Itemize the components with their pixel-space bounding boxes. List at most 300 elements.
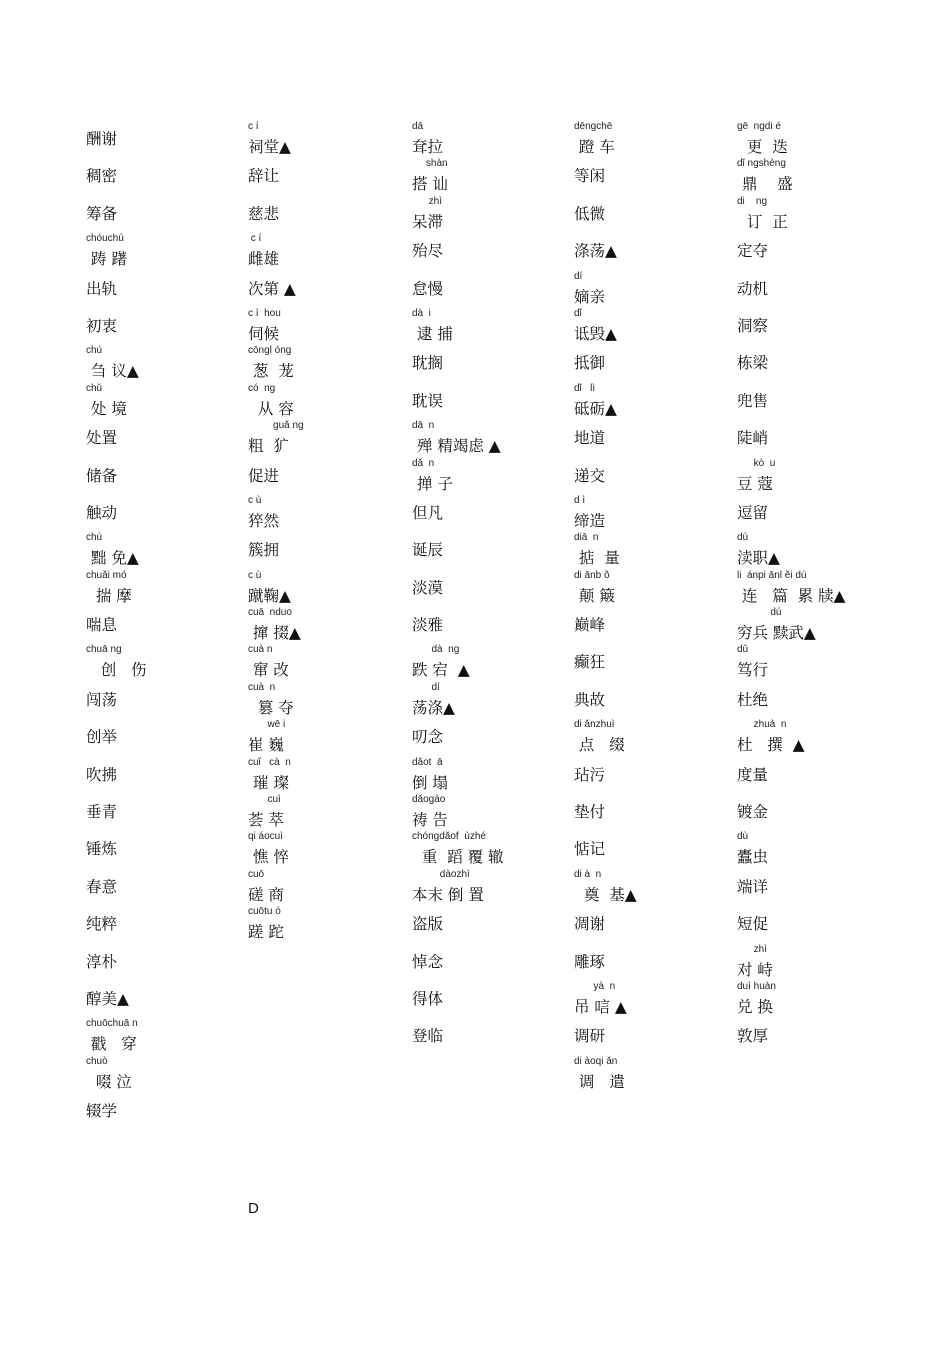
vocab-entry <box>248 569 408 606</box>
vocab-entry <box>574 232 734 269</box>
vocab-word: 辞让 <box>248 167 280 186</box>
vocab-entry <box>412 270 572 307</box>
vocab-entry <box>574 905 734 942</box>
vocab-word: 怠慢 <box>412 279 444 298</box>
vocab-entry <box>86 1092 246 1129</box>
vocab-entry <box>412 494 572 531</box>
vocab-word: 短促 <box>737 915 769 934</box>
vocab-word: 处 境 <box>86 399 127 418</box>
vocab-entry <box>574 868 734 905</box>
vocab-entry <box>86 943 246 980</box>
vocab-entry <box>86 195 246 232</box>
pinyin-annotation: zhì <box>737 943 768 955</box>
vocab-entry <box>412 382 572 419</box>
vocab-word: 垫付 <box>574 803 606 822</box>
vocab-entry <box>574 980 734 1017</box>
vocab-entry <box>737 606 897 643</box>
vocab-word: 锤炼 <box>86 840 118 859</box>
vocab-entry <box>248 494 408 531</box>
vocab-word: 黜 免▲ <box>86 549 139 568</box>
vocab-word: 纯粹 <box>86 915 118 934</box>
vocab-entry <box>86 606 246 643</box>
pinyin-annotation: di ǎnzhuì <box>574 719 615 731</box>
vocab-entry <box>574 195 734 232</box>
vocab-entry <box>737 643 897 680</box>
vocab-entry <box>574 382 734 419</box>
vocab-word: 递交 <box>574 466 606 485</box>
vocab-entry <box>574 569 734 606</box>
pinyin-annotation: dǐ lì <box>574 382 596 394</box>
vocab-entry <box>412 569 572 606</box>
vocab-entry <box>412 157 572 194</box>
vocab-entry <box>86 756 246 793</box>
vocab-entry <box>86 905 246 942</box>
vocab-word: 端详 <box>737 877 769 896</box>
vocab-entry <box>248 344 408 381</box>
vocab-word: 地道 <box>574 429 606 448</box>
vocab-word: 重 蹈 覆 辙 <box>412 848 504 867</box>
vocab-entry <box>248 793 408 830</box>
vocab-entry <box>737 681 897 718</box>
vocab-word: 诞辰 <box>412 541 444 560</box>
vocab-entry <box>574 120 734 157</box>
pinyin-annotation: c í <box>248 233 262 245</box>
vocab-entry <box>86 980 246 1017</box>
vocab-word: 但凡 <box>412 503 444 522</box>
pinyin-annotation: kò u <box>737 457 776 469</box>
vocab-word: 盗版 <box>412 915 444 934</box>
pinyin-annotation: dǎogào <box>412 794 446 806</box>
vocab-word: 逮 捕 <box>412 324 453 343</box>
vocab-word: 触动 <box>86 503 118 522</box>
vocab-word: 雕琢 <box>574 952 606 971</box>
vocab-word: 兜售 <box>737 391 769 410</box>
vocab-entry <box>574 419 734 456</box>
pinyin-annotation: zhuà n <box>737 719 787 731</box>
pinyin-annotation: chóuchú <box>86 233 124 245</box>
vocab-word: 诋毁▲ <box>574 324 617 343</box>
vocab-word: 陡峭 <box>737 429 769 448</box>
vocab-entry <box>86 232 246 269</box>
vocab-entry <box>248 157 408 194</box>
vocab-word: 杜 撰 ▲ <box>737 736 805 755</box>
vocab-entry <box>86 531 246 568</box>
pinyin-annotation: dǐ <box>574 307 582 319</box>
pinyin-annotation: dàozhì <box>412 868 470 880</box>
vocab-word: 踌 躇 <box>86 250 127 269</box>
vocab-word: 蹴鞠▲ <box>248 586 291 605</box>
pinyin-annotation: di ānb ǒ <box>574 569 610 581</box>
vocab-word: 刍 议▲ <box>86 362 139 381</box>
vocab-entry <box>737 943 897 980</box>
vocab-entry <box>737 457 897 494</box>
vocab-entry <box>737 419 897 456</box>
vocab-word: 穷兵 黩武▲ <box>737 624 816 643</box>
vocab-entry <box>86 307 246 344</box>
word-column-2 <box>248 120 408 980</box>
vocab-entry <box>412 905 572 942</box>
pinyin-annotation: dí <box>574 270 583 282</box>
pinyin-annotation: chuōchuā n <box>86 1018 138 1030</box>
vocab-word: 伺候 <box>248 324 280 343</box>
pinyin-annotation: cuǐ cà n <box>248 756 291 768</box>
vocab-entry <box>248 419 408 456</box>
pinyin-annotation: dǔ <box>737 644 749 656</box>
vocab-entry <box>248 868 408 905</box>
vocab-word: 淡雅 <box>412 616 444 635</box>
vocab-word: 嫡亲 <box>574 287 606 306</box>
vocab-entry <box>86 457 246 494</box>
vocab-entry <box>248 195 408 232</box>
vocab-word: 促进 <box>248 466 280 485</box>
vocab-word: 更 迭 <box>737 138 788 156</box>
vocab-word: 春意 <box>86 877 118 896</box>
vocab-word: 啜 泣 <box>86 1072 132 1091</box>
vocab-entry <box>412 531 572 568</box>
vocab-word: 砥砺▲ <box>574 399 617 418</box>
vocab-word: 笃行 <box>737 661 769 680</box>
vocab-entry <box>737 307 897 344</box>
vocab-entry <box>86 793 246 830</box>
pinyin-annotation: dā n <box>412 420 435 432</box>
vocab-word: 粗 犷 <box>248 437 289 456</box>
pinyin-annotation: dā <box>412 121 424 132</box>
vocab-word: 醇美▲ <box>86 989 129 1008</box>
pinyin-annotation: cuā nduo <box>248 607 292 619</box>
pinyin-annotation: li ánpi ānl ěi dú <box>737 569 807 581</box>
vocab-entry <box>412 718 572 755</box>
vocab-word: 殚 精竭虑 ▲ <box>412 437 501 456</box>
vocab-entry <box>248 943 408 980</box>
vocab-entry <box>86 270 246 307</box>
vocab-entry <box>248 643 408 680</box>
vocab-word: 动机 <box>737 279 769 298</box>
vocab-word: 调 遣 <box>574 1072 625 1091</box>
vocab-entry <box>86 868 246 905</box>
vocab-entry <box>412 980 572 1017</box>
vocab-word: 蹬 车 <box>574 138 615 156</box>
word-column-4 <box>574 120 734 1092</box>
vocab-entry <box>737 157 897 194</box>
word-column-5 <box>737 120 897 1055</box>
vocab-word: 淳朴 <box>86 952 118 971</box>
vocab-word: 创 伤 <box>86 661 147 680</box>
vocab-word: 蹉 跎 <box>248 923 284 942</box>
vocab-entry <box>737 1017 897 1054</box>
vocab-entry <box>737 120 897 157</box>
pinyin-annotation: cuō <box>248 868 265 880</box>
vocab-word: 蠹虫 <box>737 848 769 867</box>
vocab-word: 喘息 <box>86 616 118 635</box>
pinyin-annotation: chuǎi mó <box>86 569 127 581</box>
vocab-word: 窜 改 <box>248 661 289 680</box>
vocab-word: 敦厚 <box>737 1027 769 1046</box>
vocab-entry <box>574 643 734 680</box>
vocab-word: 缔造 <box>574 511 606 530</box>
vocab-word: 典故 <box>574 690 606 709</box>
vocab-entry <box>737 195 897 232</box>
vocab-entry <box>737 382 897 419</box>
vocab-entry <box>574 718 734 755</box>
vocab-word: 慈悲 <box>248 204 280 223</box>
vocab-entry <box>248 531 408 568</box>
pinyin-annotation: diā n <box>574 532 599 544</box>
vocab-word: 鼎 盛 <box>737 175 793 194</box>
vocab-entry <box>574 756 734 793</box>
vocab-word: 淡漠 <box>412 578 444 597</box>
vocab-word: 叨念 <box>412 728 444 747</box>
vocab-entry <box>86 120 246 157</box>
vocab-word: 处置 <box>86 429 118 448</box>
pinyin-annotation: cuà n <box>248 681 276 693</box>
vocab-word: 巅峰 <box>574 616 606 635</box>
section-letter: D <box>248 1200 259 1217</box>
pinyin-annotation: gē ngdi é <box>737 121 781 132</box>
vocab-entry <box>86 718 246 755</box>
vocab-word: 订 正 <box>737 212 788 231</box>
vocab-entry <box>574 681 734 718</box>
vocab-entry <box>248 382 408 419</box>
vocab-entry <box>412 344 572 381</box>
pinyin-annotation: c í <box>248 121 259 132</box>
pinyin-annotation: wē i <box>248 719 286 731</box>
vocab-word: 祠堂▲ <box>248 138 291 156</box>
vocab-word: 雌雄 <box>248 250 280 269</box>
vocab-word: 葱 茏 <box>248 362 294 381</box>
vocab-entry <box>248 830 408 867</box>
vocab-entry <box>737 718 897 755</box>
vocab-entry <box>248 681 408 718</box>
word-column-3 <box>412 120 572 1055</box>
vocab-word: 调研 <box>574 1027 606 1046</box>
vocab-word: 辍学 <box>86 1102 118 1121</box>
vocab-word: 撺 掇▲ <box>248 624 301 643</box>
vocab-entry <box>412 868 572 905</box>
vocab-word: 逗留 <box>737 503 769 522</box>
pinyin-annotation: chǔ <box>86 382 103 394</box>
vocab-entry <box>248 457 408 494</box>
vocab-word: 度量 <box>737 765 769 784</box>
vocab-word: 点 缀 <box>574 736 625 755</box>
pinyin-annotation: có ng <box>248 382 276 394</box>
vocab-entry <box>86 344 246 381</box>
vocab-word: 揣 摩 <box>86 586 132 605</box>
vocab-word: 倒 塌 <box>412 773 448 792</box>
pinyin-annotation: di àoqi ǎn <box>574 1055 618 1067</box>
vocab-word: 储备 <box>86 466 118 485</box>
vocab-word: 吹拂 <box>86 765 118 784</box>
vocab-word: 低微 <box>574 204 606 223</box>
vocab-word: 掸 子 <box>412 474 453 493</box>
vocab-word: 杜绝 <box>737 690 769 709</box>
vocab-entry <box>737 270 897 307</box>
vocab-word: 吊 唁 ▲ <box>574 997 627 1016</box>
vocab-entry <box>737 756 897 793</box>
vocab-entry <box>737 868 897 905</box>
vocab-word: 荟 萃 <box>248 811 284 830</box>
pinyin-annotation: chuā ng <box>86 644 122 656</box>
vocab-word: 憔 悴 <box>248 848 289 867</box>
vocab-entry <box>412 195 572 232</box>
vocab-entry <box>248 270 408 307</box>
vocab-entry <box>574 157 734 194</box>
vocab-entry <box>86 830 246 867</box>
vocab-entry <box>737 980 897 1017</box>
vocab-entry <box>574 1055 734 1092</box>
vocab-word: 抵御 <box>574 354 606 373</box>
vocab-word: 本末 倒 置 <box>412 885 484 904</box>
vocab-entry <box>412 307 572 344</box>
vocab-word: 崔 巍 <box>248 736 284 755</box>
vocab-word: 镀金 <box>737 803 769 822</box>
vocab-entry <box>248 232 408 269</box>
vocab-entry <box>412 419 572 456</box>
vocab-entry <box>737 830 897 867</box>
pinyin-annotation: di ng <box>737 195 768 207</box>
pinyin-annotation: dú <box>737 532 749 544</box>
vocab-entry <box>86 494 246 531</box>
pinyin-annotation: dú <box>737 607 782 619</box>
vocab-entry <box>574 1017 734 1054</box>
vocab-word: 栋梁 <box>737 354 769 373</box>
pinyin-annotation: chuò <box>86 1055 108 1067</box>
vocab-word: 奠 基▲ <box>574 885 637 904</box>
vocab-entry <box>574 830 734 867</box>
pinyin-annotation: di à n <box>574 868 602 880</box>
vocab-word: 等闲 <box>574 167 606 186</box>
vocab-entry <box>574 307 734 344</box>
vocab-word: 登临 <box>412 1027 444 1046</box>
vocab-entry <box>737 494 897 531</box>
vocab-entry <box>412 1017 572 1054</box>
vocab-entry <box>574 270 734 307</box>
vocab-entry <box>574 494 734 531</box>
vocab-entry <box>412 681 572 718</box>
vocab-word: 垂青 <box>86 803 118 822</box>
vocab-word: 洞察 <box>737 316 769 335</box>
vocab-word: 从 容 <box>248 399 294 418</box>
vocab-word: 稠密 <box>86 167 118 186</box>
pinyin-annotation: cuōtu ó <box>248 906 281 918</box>
pinyin-annotation: dù <box>737 831 749 843</box>
vocab-word: 筹备 <box>86 204 118 223</box>
vocab-entry <box>248 606 408 643</box>
vocab-word: 创举 <box>86 728 118 747</box>
vocab-entry <box>248 756 408 793</box>
vocab-entry <box>737 569 897 606</box>
word-column-1 <box>86 120 246 1130</box>
pinyin-annotation: qi áocuì <box>248 831 284 843</box>
vocab-entry <box>574 344 734 381</box>
vocab-entry <box>86 157 246 194</box>
pinyin-annotation: shàn <box>412 158 448 170</box>
vocab-entry <box>412 232 572 269</box>
vocab-word: 呆滞 <box>412 212 444 231</box>
vocab-word: 簇拥 <box>248 541 280 560</box>
vocab-word: 闯荡 <box>86 690 118 709</box>
vocab-word: 得体 <box>412 989 444 1008</box>
pinyin-annotation: cuì <box>248 794 281 806</box>
vocab-word: 连 篇 累 牍▲ <box>737 586 846 605</box>
vocab-word: 豆 蔻 <box>737 474 773 493</box>
vocab-word: 耽搁 <box>412 354 444 373</box>
vocab-word: 耽误 <box>412 391 444 410</box>
vocab-entry <box>574 457 734 494</box>
vocab-word: 酬谢 <box>86 130 118 148</box>
pinyin-annotation: yà n <box>574 980 616 992</box>
pinyin-annotation: cuà n <box>248 644 273 656</box>
pinyin-annotation: duì huàn <box>737 980 776 992</box>
vocab-entry <box>574 531 734 568</box>
vocab-word: 次第 ▲ <box>248 279 296 298</box>
pinyin-annotation: dí <box>412 681 440 693</box>
vocab-entry <box>412 793 572 830</box>
pinyin-annotation: dǐ ngshèng <box>737 158 786 170</box>
vocab-entry <box>86 681 246 718</box>
pinyin-annotation: c ì hou <box>248 307 281 319</box>
vocab-word: 祷 告 <box>412 811 448 830</box>
vocab-entry <box>574 606 734 643</box>
pinyin-annotation: chú <box>86 345 103 357</box>
pinyin-annotation: chù <box>86 532 103 544</box>
vocab-word: 荡涤▲ <box>412 698 455 717</box>
vocab-entry <box>412 120 572 157</box>
vocab-word: 颠 簸 <box>574 586 615 605</box>
vocab-word: 跌 宕 ▲ <box>412 661 470 680</box>
pinyin-annotation: dǎot ā <box>412 756 443 768</box>
vocab-entry <box>412 457 572 494</box>
pinyin-annotation: dà ng <box>412 644 460 656</box>
vocab-entry <box>248 120 408 157</box>
vocab-word: 兑 换 <box>737 997 773 1016</box>
vocab-entry <box>412 830 572 867</box>
vocab-entry <box>86 382 246 419</box>
vocab-entry <box>86 419 246 456</box>
vocab-entry <box>248 307 408 344</box>
vocab-entry <box>574 943 734 980</box>
vocab-word: 定夺 <box>737 242 769 261</box>
vocab-entry <box>737 232 897 269</box>
pinyin-annotation: dēngchē <box>574 121 613 132</box>
vocab-entry <box>412 943 572 980</box>
vocab-word: 渎职▲ <box>737 549 780 568</box>
vocab-entry <box>86 643 246 680</box>
vocab-entry <box>737 793 897 830</box>
vocab-word: 玷污 <box>574 765 606 784</box>
pinyin-annotation: d ì <box>574 494 586 506</box>
vocab-entry <box>412 643 572 680</box>
vocab-word: 磋 商 <box>248 885 284 904</box>
vocab-word: 戳 穿 <box>86 1035 137 1054</box>
pinyin-annotation: cōngl óng <box>248 345 292 357</box>
vocab-entry <box>412 606 572 643</box>
pinyin-annotation: dà i <box>412 307 431 319</box>
pinyin-annotation: dǎ n <box>412 457 435 469</box>
vocab-word: 殆尽 <box>412 242 444 261</box>
vocab-entry <box>86 1017 246 1054</box>
vocab-entry <box>412 756 572 793</box>
vocab-word: 悼念 <box>412 952 444 971</box>
vocab-word: 耷拉 <box>412 138 444 156</box>
vocab-word: 对 峙 <box>737 960 773 979</box>
vocab-word: 篡 夺 <box>248 698 294 717</box>
vocab-word: 凋谢 <box>574 915 606 934</box>
vocab-entry <box>574 793 734 830</box>
pinyin-annotation: c ù <box>248 494 262 506</box>
pinyin-annotation: guǎ ng <box>248 420 304 432</box>
vocab-entry <box>737 531 897 568</box>
pinyin-annotation: zhì <box>412 195 443 207</box>
